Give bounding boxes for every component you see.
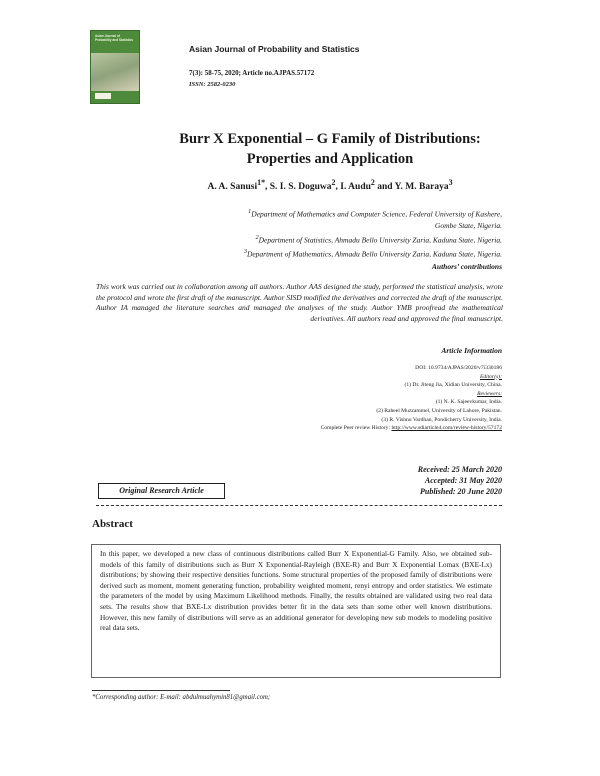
corresponding-author-footnote: *Corresponding author: E-mail: abdulmuahymin81@gmail.com; [92, 694, 271, 701]
title-line-2: Properties and Application [246, 151, 414, 167]
author-sup: 2 [370, 178, 375, 187]
author-list: A. A. Sanusi$^{1*}$, S. I. S. Doguwa$^2$, I. Audu$^2$ and Y. M. Baraya$^3$ [207, 178, 453, 193]
abstract-text: In this paper, we developed a new class of continuous distributions called Burr X Exponential-G Family. Also, we obtained sub-models of this family of distributions such as Burr X Exponential-Rayleigh (BXE-R) and Burr X Exponential Lomax (BXE-Lx) distributions; by showing their respective densities functions. Some structural properties of the proposed family of distributions were derived such as moment, moment generating function, probability weighted moment, renyi entropy and order statistics. We estimate the parameters of the model by using Maximum Likelihood methods. Finally, the results obtained are validated using two real data sets. The results show that BXE-Lx distribution provides better fit in the data sets than some other well known distributions. However, this new family of distributions will serve as an additional generator for developing new sub models to modeling positive real data sets. [100, 549, 492, 633]
reviewer-3: (3) R. Vishnu Vardhan, Pondicherry University, India. [381, 416, 502, 423]
volume-info: 7(3): 58-75, 2020; Article no.AJPAS.57172 [189, 69, 315, 77]
contributions-heading: Authors’ contributions [431, 262, 502, 271]
accepted-date: Accepted: 31 May 2020 [424, 476, 502, 485]
affiliation-1: $^1$Department of Mathematics and Computer Science, Federal University of Kashere, [248, 208, 502, 219]
reviewer-2: (2) Raheel Muzzammel, University of Lahore, Pakistan. [376, 407, 502, 414]
review-history [202, 424, 502, 433]
cover-badge [95, 93, 111, 99]
cover-title: Asian Journal of Probability and Statistics [95, 34, 134, 42]
author-sup: 3 [448, 178, 453, 187]
issn: ISSN: 2582-0230 [189, 81, 236, 88]
affiliation-1-cont: Gombe State, Nigeria. [434, 221, 502, 230]
affiliation-3: $^3$Department of Mathematics, Ahmadu Bello University Zaria, Kaduna State, Nigeria. [243, 247, 502, 258]
author-name: S. I. S. Doguwa [269, 182, 332, 193]
reviewer-1: (1) N. K. Sajeevkumar, India. [435, 399, 502, 406]
author-sup: 1* [257, 178, 266, 187]
author-name: I. Audu [340, 182, 371, 193]
abstract-heading: Abstract [92, 518, 133, 530]
editor: (1) Dr. Jiteng Jia, Xidian University, China. [404, 382, 502, 389]
publication-dates [418, 464, 502, 497]
author-sup: 2 [331, 178, 336, 187]
article-info-heading: Article Information [441, 346, 502, 355]
published-date: Published: 20 June 2020 [419, 487, 502, 496]
article-info [202, 364, 502, 433]
footnote-divider [92, 690, 230, 691]
received-date: Received: 25 March 2020 [417, 465, 502, 474]
affiliation-2: $^2$Department of Statistics, Ahmadu Bello University Zaria, Kaduna State, Nigeria. [255, 233, 502, 244]
journal-cover-thumbnail [90, 30, 140, 104]
section-divider [96, 505, 502, 506]
journal-name: Asian Journal of Probability and Statistics [189, 44, 360, 54]
article-type-label: Original Research Article [98, 483, 225, 499]
contributions-text: This work was carried out in collaboration among all authors. Author AAS designed the study, performed the statistical analysis, wrote the protocol and wrote the first draft of the manuscript. Author SISD modified the derivatives and corrected the draft of the manuscript. Author IA managed the literature searches and managed the analyses of the study. Author YMB proofread the mathematical derivatives. All authors read and approved the final manuscript. [96, 282, 503, 323]
abstract-box [91, 544, 501, 678]
editor-label: Editor(s): [479, 373, 502, 380]
cover-image [91, 53, 139, 91]
review-history-link[interactable]: http://www.sdiarticle4.com/review-history/57172 [391, 425, 502, 432]
author-name: Y. M. Baraya [394, 182, 449, 193]
reviewers-label: Reviewers: [477, 390, 502, 397]
affiliations [120, 206, 502, 260]
title-line-1: Burr X Exponential – G Family of Distributions: [179, 131, 481, 147]
author-name: A. A. Sanusi [207, 182, 258, 193]
review-history-label: Complete Peer review History: [320, 425, 391, 432]
paper-title [140, 129, 520, 169]
doi: DOI: 10.9734/AJPAS/2020/v7i330186 [415, 365, 502, 371]
